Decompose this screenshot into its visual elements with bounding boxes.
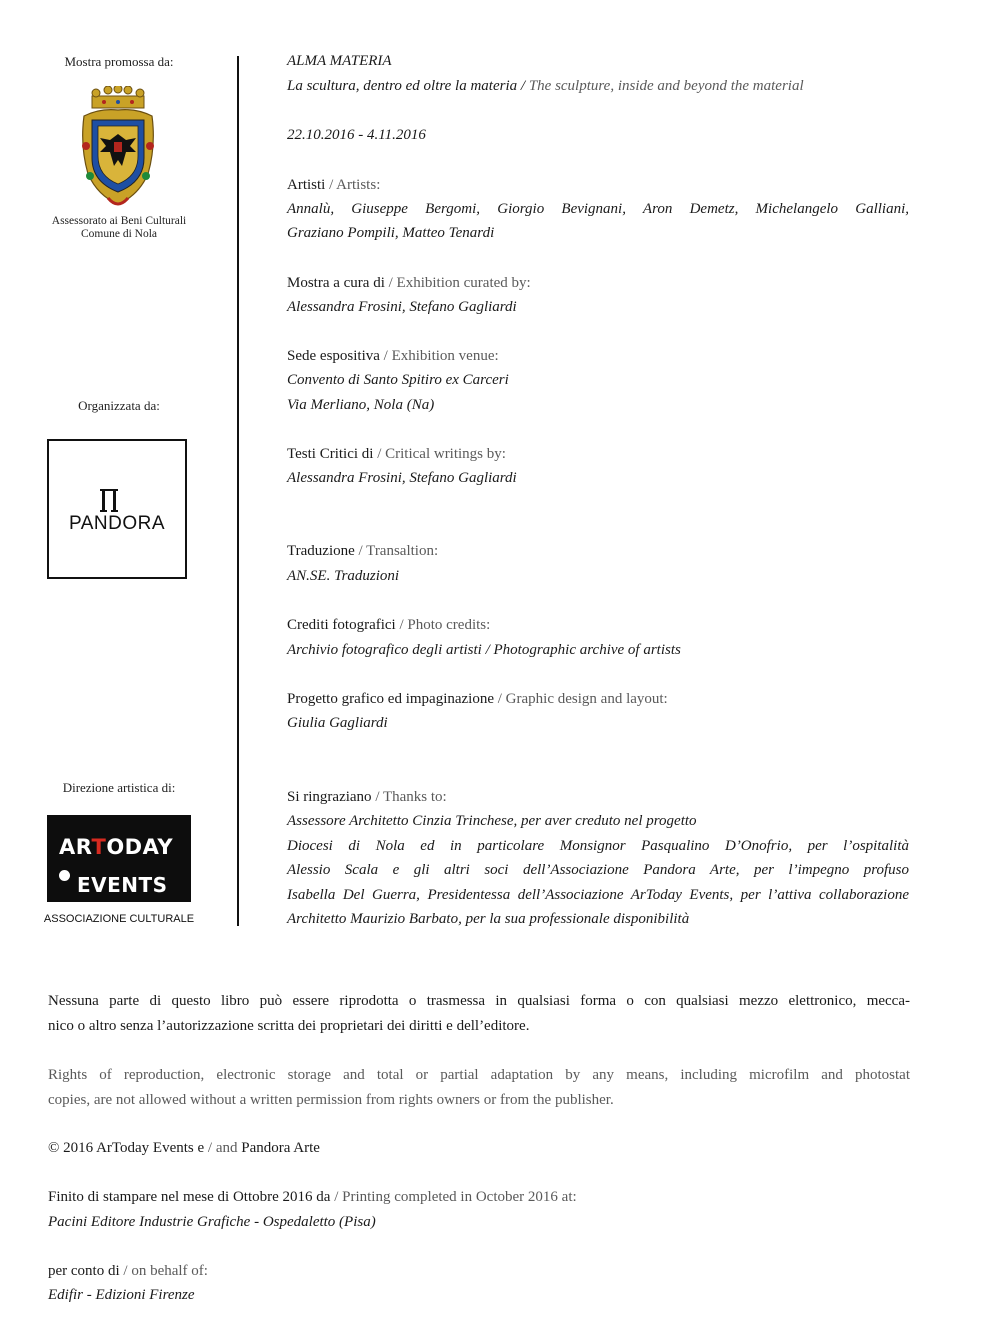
- thanks-label-en: / Thanks to:: [371, 789, 447, 805]
- printer-name: Pacini Editore Industrie Grafiche - Ospedaletto (Pisa): [48, 1214, 376, 1230]
- vertical-divider: [237, 56, 239, 926]
- designer-name: Giulia Gagliardi: [287, 715, 388, 731]
- curated-label-en: / Exhibition curated by:: [384, 275, 531, 291]
- artoday-logo-events: EVENTS: [77, 873, 168, 897]
- texts-authors: Alessandra Frosini, Stefano Gagliardi: [287, 470, 517, 486]
- photo-label: [287, 615, 490, 635]
- curators: Alessandra Frosini, Stefano Gagliardi: [287, 299, 517, 315]
- promoted-caption: Mostra promossa da:: [64, 54, 174, 69]
- exhibition-dates: 22.10.2016 - 4.11.2016: [287, 127, 426, 143]
- artists-line: Graziano Pompili, Matteo Tenardi: [287, 225, 495, 241]
- rights-english-line: Rights of reproduction, electronic storage and total or partial adaptation by any means, including microfilm and photostat: [48, 1067, 910, 1083]
- rights-english-line: copies, are not allowed without a written permission from rights owners or from the publisher.: [48, 1092, 614, 1108]
- exhibition-subtitle: [287, 76, 804, 96]
- translation-name: AN.SE. Traduzioni: [287, 568, 400, 584]
- behalf-label-it: per conto di: [48, 1263, 120, 1279]
- subtitle-separator: /: [517, 78, 529, 94]
- thanks-line: Isabella Del Guerra, Presidentessa dell’Associazione ArToday Events, per l’attiva collaborazione: [287, 887, 909, 903]
- artoday-logo-t: T: [91, 835, 107, 859]
- rights-italian-line: Nessuna parte di questo libro può essere riprodotta o trasmessa in qualsiasi forma o con qualsiasi mezzo elettronico, mecca-: [48, 993, 910, 1009]
- artists-line: Annalù, Giuseppe Bergomi, Giorgio Bevignani, Aron Demetz, Michelangelo Galliani,: [287, 201, 909, 217]
- behalf-label-en: / on behalf of:: [119, 1263, 208, 1279]
- venue-label-en: / Exhibition venue:: [379, 348, 499, 364]
- nola-coat-of-arms-icon: [78, 86, 158, 212]
- behalf-label: [48, 1261, 208, 1281]
- artoday-dot-icon: [59, 870, 70, 881]
- texts-label-en: / Critical writings by:: [373, 446, 506, 462]
- venue-address: Via Merliano, Nola (Na): [287, 397, 435, 413]
- pandora-logo-text: PANDORA: [68, 513, 166, 534]
- design-label-it: Progetto grafico ed impaginazione: [287, 691, 495, 707]
- artists-label: [287, 175, 380, 195]
- translation-label: [287, 541, 438, 561]
- printed-label-it: Finito di stampare nel mese di Ottobre 2016 da: [48, 1189, 331, 1205]
- subtitle-english: The sculpture, inside and beyond the material: [528, 78, 804, 94]
- organized-caption: Organizzata da:: [78, 398, 160, 413]
- thanks-label-it: Si ringraziano: [287, 789, 372, 805]
- texts-label-it: Testi Critici di: [287, 446, 374, 462]
- pandora-logo: [47, 439, 187, 579]
- thanks-line: Diocesi di Nola ed in particolare Monsignor Pasqualino D’Onofrio, per l’ospitalità: [287, 838, 909, 854]
- venue-label-it: Sede espositiva: [287, 348, 380, 364]
- design-label: [287, 689, 668, 709]
- thanks-line: Architetto Maurizio Barbato, per la sua professionale disponibilità: [287, 911, 690, 927]
- printed-label-en: / Printing completed in October 2016 at:: [330, 1189, 577, 1205]
- photo-label-it: Crediti fotografici: [287, 617, 396, 633]
- assessorato-line: Assessorato ai Beni Culturali: [51, 215, 187, 227]
- photo-credits: Archivio fotografico degli artisti / Photographic archive of artists: [287, 642, 681, 658]
- publisher-name: Edifir - Edizioni Firenze: [48, 1287, 195, 1303]
- pandora-columns-icon: [97, 487, 121, 513]
- artists-label-en: / Artists:: [325, 177, 381, 193]
- venue-name: Convento di Santo Spitiro ex Carceri: [287, 372, 509, 388]
- rights-italian-line: nico o altro senza l’autorizzazione scritta dei proprietari dei diritti e dell’editore.: [48, 1018, 530, 1034]
- artoday-logo: [47, 815, 191, 902]
- printed-label: [48, 1187, 577, 1207]
- artoday-logo-oday: ODAY: [106, 835, 174, 859]
- assessorato-label: [40, 215, 198, 241]
- subtitle-italian: La scultura, dentro ed oltre la materia: [287, 78, 518, 94]
- thanks-line: Assessore Architetto Cinzia Trinchese, per aver creduto nel progetto: [287, 813, 697, 829]
- translation-label-it: Traduzione: [287, 543, 355, 559]
- artoday-logo-art: AR: [59, 835, 92, 859]
- curated-label-it: Mostra a cura di: [287, 275, 385, 291]
- comune-line: Comune di Nola: [80, 228, 158, 240]
- curated-label: [287, 273, 531, 293]
- thanks-line: Alessio Scala e gli altri soci dell’Associazione Pandora Arte, per l’impegno profuso: [287, 862, 909, 878]
- exhibition-title: ALMA MATERIA: [287, 53, 392, 69]
- copyright-part: © 2016 ArToday Events e: [48, 1140, 205, 1156]
- artoday-subtitle: ASSOCIAZIONE CULTURALE: [43, 913, 195, 925]
- direction-caption: Direzione artistica di:: [62, 780, 176, 795]
- copyright-part: Pandora Arte: [241, 1140, 320, 1156]
- texts-label: [287, 444, 506, 464]
- venue-label: [287, 346, 499, 366]
- artoday-logo-wordmark: [59, 835, 173, 859]
- artists-label-it: Artisti: [287, 177, 326, 193]
- copyright-separator: / and: [204, 1140, 242, 1156]
- design-label-en: / Graphic design and layout:: [494, 691, 668, 707]
- photo-label-en: / Photo credits:: [395, 617, 491, 633]
- translation-label-en: / Transaltion:: [354, 543, 439, 559]
- copyright: [48, 1138, 320, 1158]
- thanks-label: [287, 787, 447, 807]
